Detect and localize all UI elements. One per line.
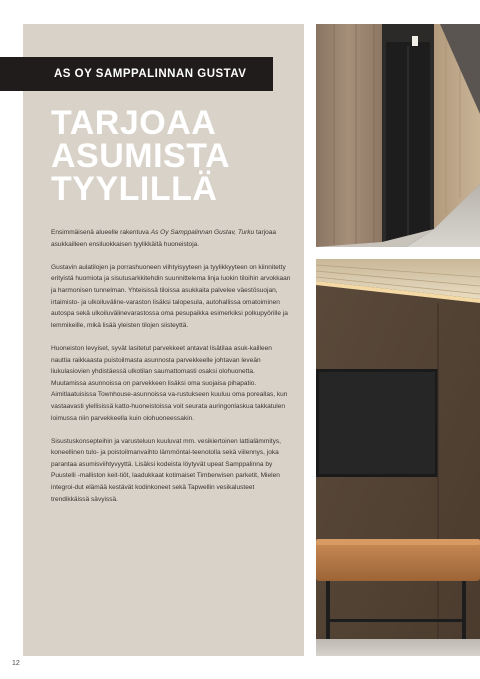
paragraph-interior: Sisustuskonsepteihin ja varusteluun kuuluvat mm. vesikiertoinen lattialämmitys, koneellinen tulo- ja poistoilmanvaihto lämmöntal-teenotolla sekä viilennys, joka parantaa asumisviihtyvyyttä. Lisäksi kodeista löytyvät upeat Samppalinna by Puustelli -malliston keit-tiöt, laadukkaat kotimaiset Timberwisen parketit, Mielen integroi-dut elämää kestävät kodinkoneet sekä Tapwellin vesikalusteet trendikkäissä sävyissä. xyxy=(51,437,281,503)
paragraph-lobby: Gustavin aulatilojen ja porrashuoneen viihtyisyyteen ja tyylikkyyteen on kiinnitetty erityistä huomiota ja sisutusarkkitehdin suunnittelema linja luokin tiloihin arvokkaan ja harmonisen tunnelman. Yhteisissä tiloissa asukkaita palvelee väestösuojan, irtaimisto- ja ulkoiluväline-varaston lisäksi talopesula, autohallissa omatoiminen autospa sekä ulkoiluvälinevarastossa oma pesupaikka esimerkiksi polkupyörille ja lemmikeille, mikä lisää yleisten tilojen siisteyttä. xyxy=(51,263,291,329)
lobby-bench-photo xyxy=(316,259,480,656)
paragraph-balconies: Huoneiston levyiset, syvät lasitetut parvekkeet antavat lisätilaa asuk-kailleen nauttia raikkaasta puistoilmasta asunnosta parvekkeelle johtavan leveän liukulasiovien yhdistäessä ulkotilan saumattomasti osaksi olohuonetta. Muutamissa asunnoissa on parvekkeen lisäksi oma suojaisa pihapatio. Aimitlaatuisissa Townhouse-asunnoissa va-rustukseen kuuluu oma poreallas, kun vastaavasti ylellisissä katto-huoneistoissa voit seurata auringonlaskua takkatulen loimussa niin parvekkeella kuin olohuoneessakin. xyxy=(51,344,288,422)
headline-line-3: TYYLILLÄ xyxy=(51,170,218,208)
headline-line-2: ASUMISTA xyxy=(51,137,231,175)
intro-text-after: tarjoaa asukkailleen ensiluokkaisen tyylikkäitä huoneistoja. xyxy=(51,229,277,248)
headline xyxy=(51,104,296,208)
intro-project-name: As Oy Samppalinnan Gustav, Turku xyxy=(150,229,255,236)
page-number: 12 xyxy=(12,660,20,667)
body-text xyxy=(51,227,291,517)
project-name-banner: AS OY SAMPPALINNAN GUSTAV xyxy=(0,57,273,91)
headline-line-1: TARJOAA xyxy=(51,104,217,142)
intro-paragraph xyxy=(51,227,291,250)
lobby-elevator-photo xyxy=(316,24,480,247)
intro-text-before: Ensimmäisenä alueelle rakentuva xyxy=(51,229,151,236)
